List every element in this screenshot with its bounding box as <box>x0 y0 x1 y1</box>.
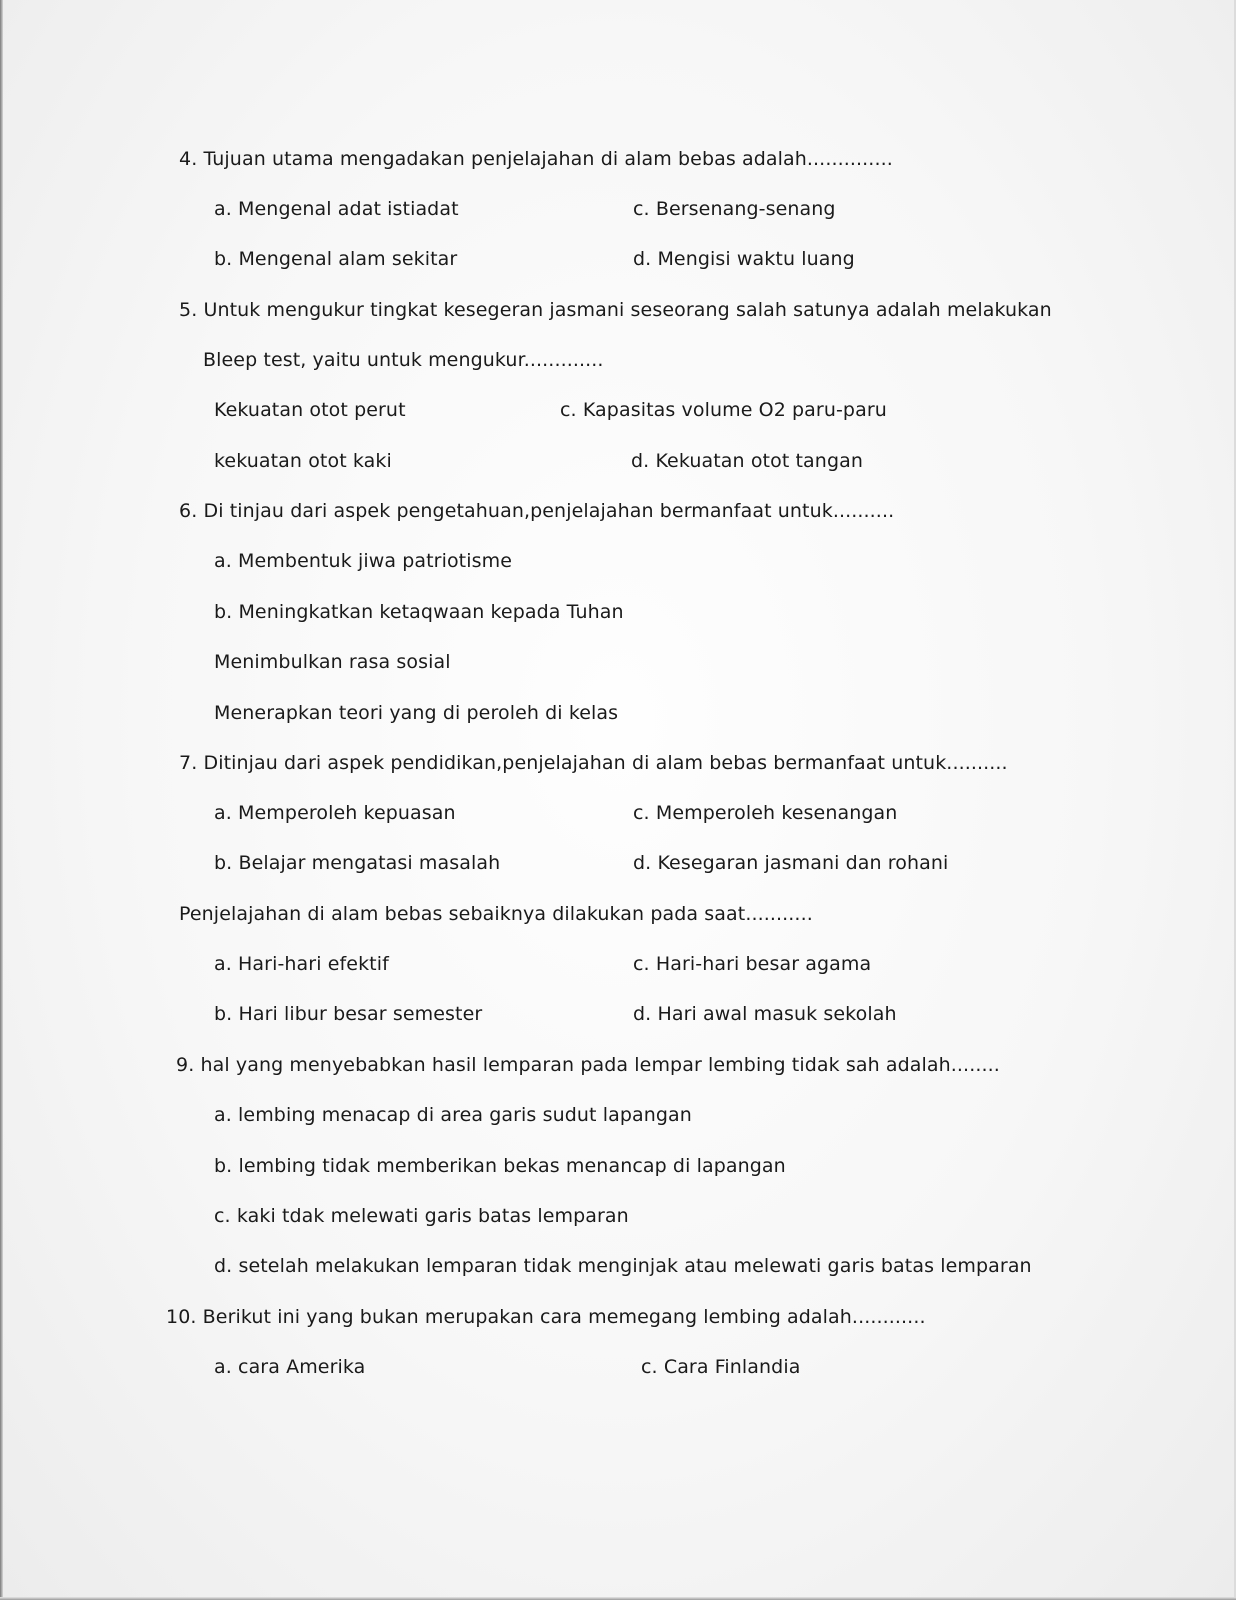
question-6-option-a: a. Membentuk jiwa patriotisme <box>214 550 513 572</box>
question-6-option-c: Menimbulkan rasa sosial <box>214 651 451 673</box>
question-8-option-c: c. Hari-hari besar agama <box>633 953 872 975</box>
question-9-option-d: d. setelah melakukan lemparan tidak menginjak atau melewati garis batas lemparan <box>214 1255 1032 1277</box>
question-9-option-b: b. lembing tidak memberikan bekas menancap di lapangan <box>214 1155 786 1177</box>
question-10-option-a: a. cara Amerika <box>214 1356 366 1378</box>
question-5-stem-continued: Bleep test, yaitu untuk mengukur............. <box>203 349 604 371</box>
question-7-option-b: b. Belajar mengatasi masalah <box>214 852 501 874</box>
question-4-stem: 4. Tujuan utama mengadakan penjelajahan di alam bebas adalah.............. <box>179 148 893 170</box>
question-7-stem: 7. Ditinjau dari aspek pendidikan,penjelajahan di alam bebas bermanfaat untuk.......... <box>179 752 1008 774</box>
question-8-option-a: a. Hari-hari efektif <box>214 953 389 975</box>
question-4-option-d: d. Mengisi waktu luang <box>633 248 855 270</box>
question-4-option-a: a. Mengenal adat istiadat <box>214 198 459 220</box>
question-5-stem: 5. Untuk mengukur tingkat kesegeran jasmani seseorang salah satunya adalah melakukan <box>179 299 1052 321</box>
question-5-option-a: Kekuatan otot perut <box>214 399 406 421</box>
question-5-option-c: c. Kapasitas volume O2 paru-paru <box>560 399 887 421</box>
question-6-option-b: b. Meningkatkan ketaqwaan kepada Tuhan <box>214 601 624 623</box>
page-edge-left <box>0 0 3 1600</box>
question-5-option-b: kekuatan otot kaki <box>214 450 392 472</box>
question-8-stem: Penjelajahan di alam bebas sebaiknya dilakukan pada saat........... <box>179 903 813 925</box>
question-10-option-c: c. Cara Finlandia <box>641 1356 801 1378</box>
question-4-option-b: b. Mengenal alam sekitar <box>214 248 458 270</box>
question-8-option-d: d. Hari awal masuk sekolah <box>633 1003 897 1025</box>
question-6-option-d: Menerapkan teori yang di peroleh di kelas <box>214 702 619 724</box>
question-4-option-c: c. Bersenang-senang <box>633 198 836 220</box>
question-8-option-b: b. Hari libur besar semester <box>214 1003 483 1025</box>
question-7-option-c: c. Memperoleh kesenangan <box>633 802 898 824</box>
question-10-stem: 10. Berikut ini yang bukan merupakan cara memegang lembing adalah............ <box>166 1306 926 1328</box>
question-5-option-d: d. Kekuatan otot tangan <box>631 450 863 472</box>
question-6-stem: 6. Di tinjau dari aspek pengetahuan,penjelajahan bermanfaat untuk.......... <box>179 500 895 522</box>
question-7-option-a: a. Memperoleh kepuasan <box>214 802 456 824</box>
question-7-option-d: d. Kesegaran jasmani dan rohani <box>633 852 949 874</box>
question-9-stem: 9. hal yang menyebabkan hasil lemparan pada lempar lembing tidak sah adalah........ <box>176 1054 1000 1076</box>
question-9-option-c: c. kaki tdak melewati garis batas lemparan <box>214 1205 629 1227</box>
question-9-option-a: a. lembing menacap di area garis sudut lapangan <box>214 1104 692 1126</box>
